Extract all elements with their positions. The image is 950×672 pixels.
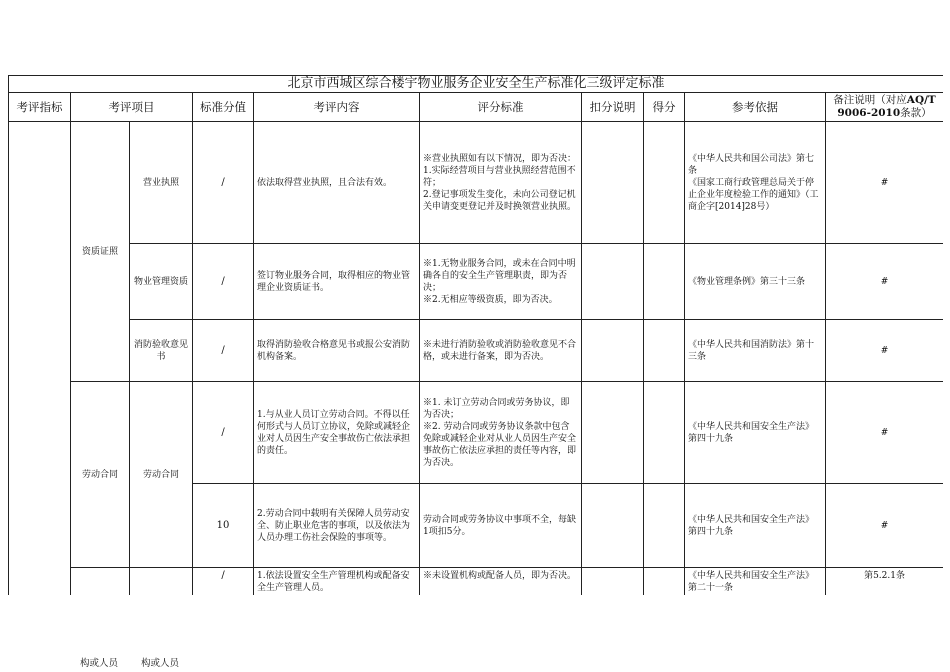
score-cell: / xyxy=(193,382,254,484)
item-cell xyxy=(130,568,193,596)
content-cell: 2.劳动合同中载明有关保障人员劳动安全、防止职业危害的事项，以及依法为人员办理工伤社会保险的事项等。 xyxy=(254,484,420,568)
header-note-prefix: 备注说明（对应 xyxy=(833,94,907,106)
header-content: 考评内容 xyxy=(254,93,420,122)
points-cell xyxy=(644,568,685,596)
deduction-cell xyxy=(582,568,644,596)
header-score: 标准分值 xyxy=(193,93,254,122)
content-cell: 1.与从业人员订立劳动合同。不得以任何形式与人员订立协议，免除或减轻企业对人员因生产安全事故伤亡依法承担的责任。 xyxy=(254,382,420,484)
deduction-cell xyxy=(582,382,644,484)
criteria-cell: ※1.无物业服务合同，或未在合同中明确各自的安全生产管理职责，即为否决； ※2.无相应等级资质，即为否决。 xyxy=(420,244,582,320)
rating-standard-table xyxy=(8,75,943,595)
footer-text-right: 构或人员 xyxy=(141,658,180,669)
deduction-cell xyxy=(582,320,644,382)
header-note-standard: AQ/T 9006-2010 xyxy=(837,94,936,119)
score-cell: / xyxy=(193,122,254,244)
table-title: 北京市西城区综合楼宇物业服务企业安全生产标准化三级评定标准 xyxy=(9,76,944,93)
table-row xyxy=(9,382,944,484)
content-cell: 1.依法设置安全生产管理机构或配备安全生产管理人员。 xyxy=(254,568,420,596)
points-cell xyxy=(644,484,685,568)
item-cell: 物业管理资质 xyxy=(130,244,193,320)
score-cell: / xyxy=(193,320,254,382)
group-label: 劳动合同 xyxy=(71,382,130,568)
group-label: 资质证照 xyxy=(71,122,130,382)
criteria-cell: ※营业执照如有以下情况，即为否决： 1.实际经营项目与营业执照经营范围不符； 2.登记事项发生变化，未向公司登记机关申请变更登记并及时换领营业执照。 xyxy=(420,122,582,244)
indicator-cell xyxy=(9,122,71,596)
basis-cell: 《中华人民共和国消防法》第十三条 xyxy=(685,320,826,382)
basis-cell: 《中华人民共和国安全生产法》第四十九条 xyxy=(685,484,826,568)
header-deduction: 扣分说明 xyxy=(582,93,644,122)
note-cell: # xyxy=(826,122,944,244)
item-cell: 营业执照 xyxy=(130,122,193,244)
score-cell: 10 xyxy=(193,484,254,568)
header-indicator: 考评指标 xyxy=(9,93,71,122)
note-cell: # xyxy=(826,320,944,382)
note-cell: # xyxy=(826,382,944,484)
header-row xyxy=(9,93,944,122)
header-criteria: 评分标准 xyxy=(420,93,582,122)
item-cell: 劳动合同 xyxy=(130,382,193,568)
score-cell: / xyxy=(193,244,254,320)
points-cell xyxy=(644,382,685,484)
criteria-cell: 劳动合同或劳务协议中事项不全，每缺1项扣5分。 xyxy=(420,484,582,568)
group-label xyxy=(71,568,130,596)
content-cell: 取得消防验收合格意见书或报公安消防机构备案。 xyxy=(254,320,420,382)
header-basis: 参考依据 xyxy=(685,93,826,122)
header-note-suffix: 条款） xyxy=(900,107,932,119)
note-cell: 第5.2.1条 xyxy=(826,568,944,596)
basis-cell: 《中华人民共和国公司法》第七条 《国家工商行政管理总局关于停止企业年度检验工作的通知》（工商企字[2014]28号） xyxy=(685,122,826,244)
footer-text-left: 构或人员 xyxy=(80,658,119,669)
content-cell: 签订物业服务合同，取得相应的物业管理企业资质证书。 xyxy=(254,244,420,320)
table-row xyxy=(9,568,944,596)
criteria-cell: ※1. 未订立劳动合同或劳务协议，即为否决； ※2. 劳动合同或劳务协议条款中包含免除或减轻企业对从业人员因生产安全事故伤亡依法应承担的责任等内容，即为否决。 xyxy=(420,382,582,484)
table-row xyxy=(9,320,944,382)
note-cell: # xyxy=(826,484,944,568)
points-cell xyxy=(644,122,685,244)
deduction-cell xyxy=(582,122,644,244)
header-points: 得分 xyxy=(644,93,685,122)
content-cell: 依法取得营业执照，且合法有效。 xyxy=(254,122,420,244)
points-cell xyxy=(644,244,685,320)
table-row xyxy=(9,122,944,244)
rating-standard-sheet xyxy=(8,75,943,595)
deduction-cell xyxy=(582,484,644,568)
note-cell: # xyxy=(826,244,944,320)
points-cell xyxy=(644,320,685,382)
score-cell: / xyxy=(193,568,254,596)
item-cell: 消防验收意见书 xyxy=(130,320,193,382)
title-row xyxy=(9,76,944,93)
header-note xyxy=(826,93,944,122)
criteria-cell: ※未进行消防验收或消防验收意见不合格，或未进行备案，即为否决。 xyxy=(420,320,582,382)
basis-cell: 《中华人民共和国安全生产法》第二十一条 xyxy=(685,568,826,596)
header-item: 考评项目 xyxy=(71,93,193,122)
basis-cell: 《中华人民共和国安全生产法》第四十九条 xyxy=(685,382,826,484)
basis-cell: 《物业管理条例》第三十三条 xyxy=(685,244,826,320)
table-row xyxy=(9,244,944,320)
deduction-cell xyxy=(582,244,644,320)
criteria-cell: ※未设置机构或配备人员，即为否决。 xyxy=(420,568,582,596)
